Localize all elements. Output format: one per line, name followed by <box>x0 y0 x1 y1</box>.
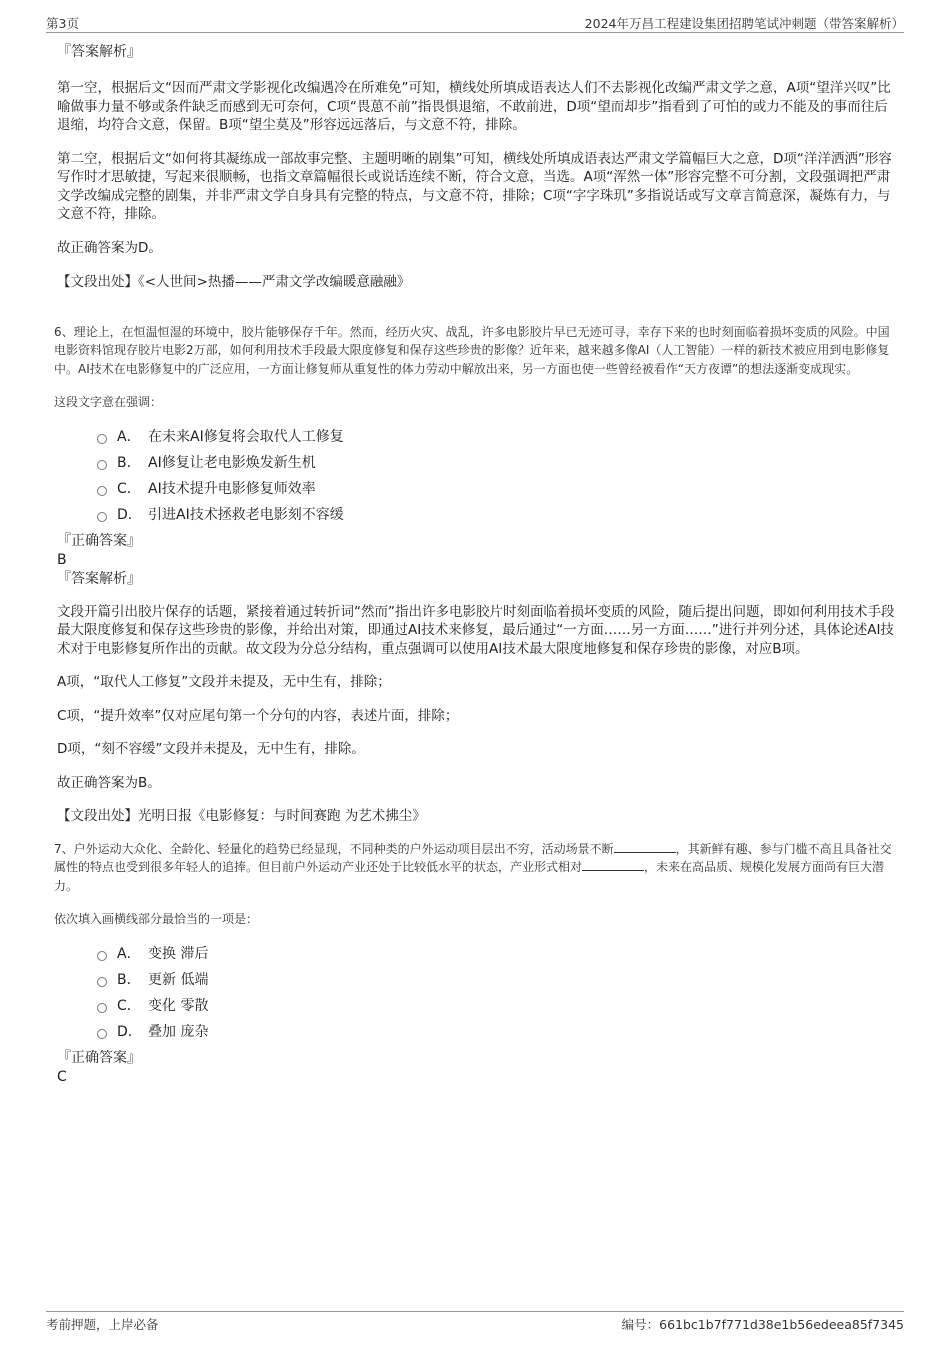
q5-analysis-para-1: 第一空，根据后文“因而严肃文学影视化改编遇冷在所难免”可知，横线处所填成语表达人们不去影视化改编严肃文学之意，A项“望洋兴叹”比喻做事力量不够或条件缺乏而感到无可奈何，C项“畏葸不前”指畏惧退缩，不敢前进，D项“望而却步”指看到了可怕的或力不能及的事而往后退缩，均符合文意，保留。B项“望尘莫及”形容远远落后，与文意不符，排除。 <box>57 80 891 133</box>
q7-blank-1 <box>614 840 676 853</box>
q7-question: 依次填入画横线部分最恰当的一项是： <box>54 912 259 926</box>
q7-correct-label: 『正确答案』 <box>57 1049 141 1066</box>
q6-option-d[interactable] <box>97 502 898 528</box>
document-code: 编号：661bc1b7f771d38e1b56edeea85f7345 <box>621 1317 904 1332</box>
q6-source: 【文段出处】光明日报《电影修复：与时间赛跑 为艺术拂尘》 <box>57 808 426 824</box>
q7-option-a[interactable] <box>97 941 898 967</box>
page-header <box>46 12 904 33</box>
q7-option-d[interactable] <box>97 1019 898 1045</box>
q6-options <box>57 424 898 528</box>
q7-correct-value: C <box>57 1068 67 1085</box>
option-letter: B． <box>117 454 141 471</box>
q6-correct-label: 『正确答案』 <box>57 532 141 549</box>
q6-note-d: D项，“刻不容缓”文段并未提及，无中生有，排除。 <box>57 741 365 757</box>
radio-button-icon[interactable] <box>97 460 107 470</box>
q7-stem-part-2: ，其新鲜有趣、参与门槛不高且具备社交属性的特点也受到很多年轻人的追捧。但目前户外运动产业还处于比较低水平的状态，产业形式相对 <box>54 841 892 874</box>
q6-correct-value: B <box>57 551 67 568</box>
radio-button-icon[interactable] <box>97 1029 107 1039</box>
q5-analysis-para-2: 第二空，根据后文“如何将其凝练成一部故事完整、主题明晰的剧集”可知，横线处所填成语表达严肃文学篇幅巨大之意，D项“洋洋洒洒”形容写作时才思敏捷，写起来很顺畅，也指文章篇幅很长或说话连续不断，符合文意，当选。A项“浑然一体”形容完整不可分割，文段强调把严肃文学改编成完整的剧集，并非严肃文学自身具有完整的特点，与文意不符，排除；C项“字字珠玑”多指说话或写文章言简意深，凝炼有力，与文意不符，排除。 <box>57 150 892 222</box>
q6-option-c[interactable] <box>97 476 898 502</box>
q6-analysis-label: 『答案解析』 <box>57 570 141 587</box>
q6-note-c: C项，“提升效率”仅对应尾句第一个分句的内容，表述片面，排除； <box>57 707 459 724</box>
q7-options <box>57 941 898 1045</box>
q5-source: 【文段出处】《<人世间>热播——严肃文学改编暖意融融》 <box>57 274 411 290</box>
q7-option-b[interactable] <box>97 967 898 993</box>
main-content <box>54 42 898 1087</box>
q7-blank-2 <box>582 858 644 871</box>
option-text: AI技术提升电影修复师效率 <box>148 480 316 497</box>
option-text: 在未来AI修复将会取代人工修复 <box>148 428 344 445</box>
option-text: 引进AI技术拯救老电影刻不容缓 <box>148 506 344 523</box>
option-text: AI修复让老电影焕发新生机 <box>148 454 316 471</box>
option-letter: C． <box>117 480 141 497</box>
q6-analysis: 文段开篇引出胶片保存的话题，紧接着通过转折词“然而”指出许多电影胶片时刻面临着损坏变质的风险，随后提出问题，即如何利用技术手段最大限度修复和保存这些珍贵的影像，并给出对策，即通过AI技术来修复，最后通过“一方面……另一方面……”进行并列分述，具体论述AI技术对于电影修复所作出的贡献。故文段为分总分结构，重点强调可以使用AI技术最大限度地修复和保存珍贵的影像，对应B项。 <box>57 603 895 657</box>
q6-option-b[interactable] <box>97 450 898 476</box>
q5-conclusion: 故正确答案为D。 <box>57 239 162 256</box>
option-letter: C． <box>117 997 141 1014</box>
option-letter: D． <box>117 1023 142 1040</box>
radio-button-icon[interactable] <box>97 434 107 444</box>
q6-note-a: A项，“取代人工修复”文段并未提及，无中生有，排除； <box>57 674 391 690</box>
page-number: 第3页 <box>46 16 79 31</box>
q6-conclusion: 故正确答案为B。 <box>57 774 161 791</box>
option-letter: A． <box>117 428 141 445</box>
footer-slogan: 考前押题，上岸必备 <box>46 1317 159 1332</box>
option-text: 更新 低端 <box>148 971 209 988</box>
radio-button-icon[interactable] <box>97 977 107 987</box>
radio-button-icon[interactable] <box>97 512 107 522</box>
option-letter: A． <box>117 945 141 962</box>
q7-stem-part-3: ，未来在高品质、规模化发展方面尚有巨大潜力。 <box>54 860 885 893</box>
radio-button-icon[interactable] <box>97 951 107 961</box>
q6-stem: 6、理论上，在恒温恒湿的环境中，胶片能够保存千年。然而，经历火灾、战乱，许多电影胶片早已无迹可寻，幸存下来的也时刻面临着损坏变质的风险。中国电影资料馆现存胶片电影2万部，如何利用技术手段最大限度修复和保存这些珍贵的影像？近年来，越来越多像AI（人工智能）一样的新技术被应用到电影修复中。AI技术在电影修复中的广泛应用，一方面让修复师从重复性的体力劳动中解放出来，另一方面也使一些曾经被看作“天方夜谭”的想法逐渐变成现实。 <box>54 324 890 376</box>
page-footer <box>46 1311 904 1334</box>
q6-question: 这段文字意在强调： <box>54 395 163 409</box>
option-text: 变换 滞后 <box>148 945 209 962</box>
q7-stem <box>54 840 898 896</box>
q7-stem-part-1: 7、户外运动大众化、全龄化、轻量化的趋势已经显现，不同种类的户外运动项目层出不穷，活动场景不断 <box>54 841 614 856</box>
radio-button-icon[interactable] <box>97 486 107 496</box>
q5-analysis-label: 『答案解析』 <box>57 44 141 60</box>
option-text: 叠加 庞杂 <box>148 1023 209 1040</box>
option-letter: B． <box>117 971 141 988</box>
option-letter: D． <box>117 506 142 523</box>
radio-button-icon[interactable] <box>97 1003 107 1013</box>
option-text: 变化 零散 <box>148 997 209 1014</box>
document-title: 2024年万昌工程建设集团招聘笔试冲刺题（带答案解析） <box>584 16 904 31</box>
q6-option-a[interactable] <box>97 424 898 450</box>
q7-option-c[interactable] <box>97 993 898 1019</box>
